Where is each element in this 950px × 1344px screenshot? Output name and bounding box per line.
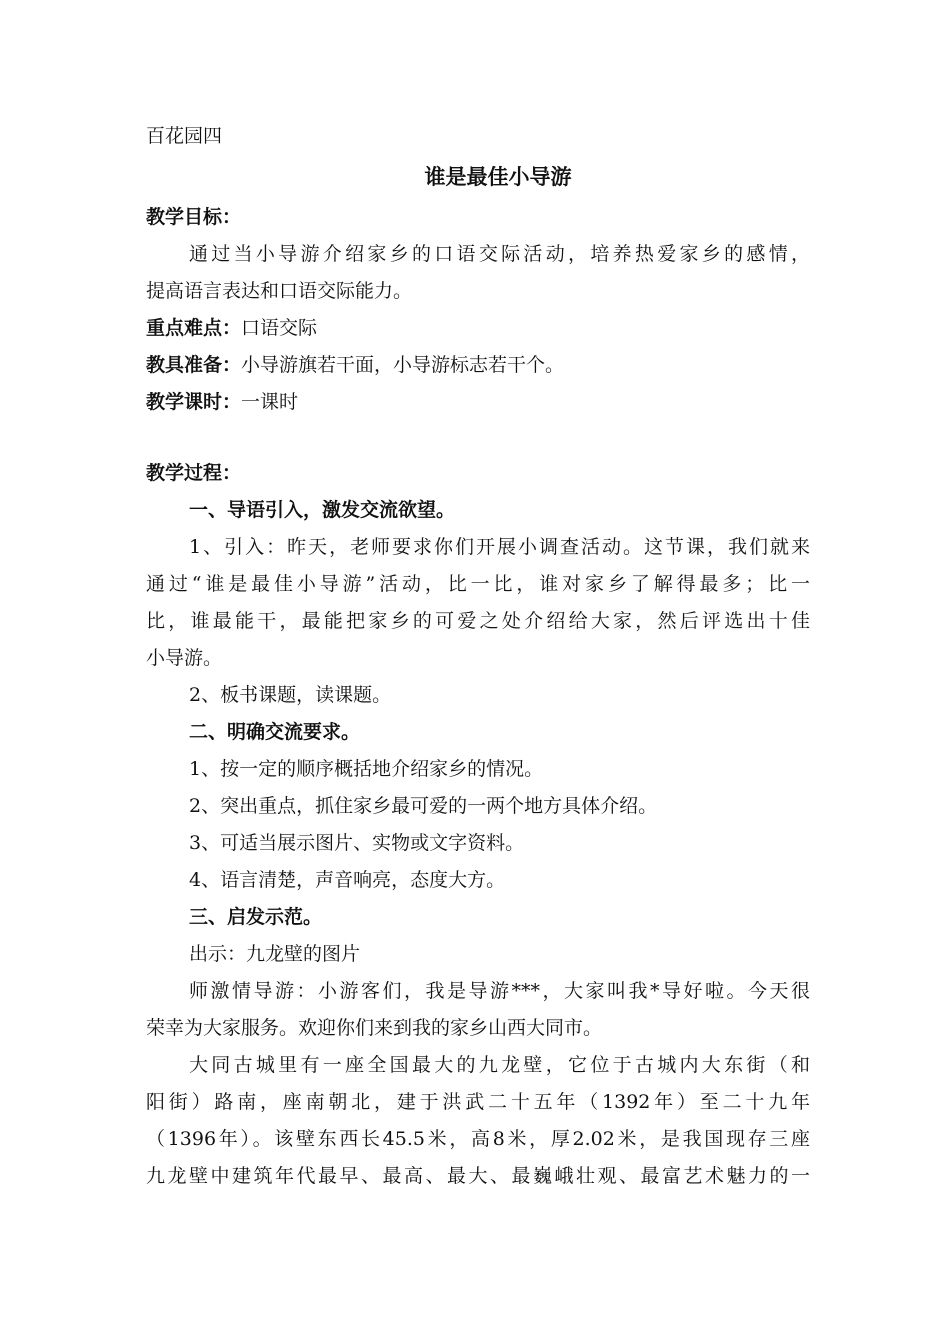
section-2-item: 4、语言清楚，声音响亮，态度大方。 xyxy=(189,869,506,891)
hours-label: 教学课时： xyxy=(146,391,242,413)
section-2-item: 3、可适当展示图片、实物或文字资料。 xyxy=(189,832,525,854)
key-points-label: 重点难点： xyxy=(146,317,242,339)
section-3-paragraph-2 xyxy=(146,1047,810,1195)
section-1-paragraph xyxy=(146,529,810,677)
section-2-item: 1、按一定的顺序概括地介绍家乡的情况。 xyxy=(189,758,544,780)
section-1-title: 一、导语引入，激发交流欲望。 xyxy=(189,499,456,521)
section-label: 百花园四 xyxy=(146,125,223,147)
section-3-title: 三、启发示范。 xyxy=(189,906,323,928)
paragraph-line: 小导游。 xyxy=(146,647,223,669)
page-title: 谁是最佳小导游 xyxy=(424,164,572,189)
paragraph-line: 大同古城里有一座全国最大的九龙壁，它位于古城内大东街（和 xyxy=(189,1054,810,1076)
section-2-item: 2、突出重点，抓住家乡最可爱的一两个地方具体介绍。 xyxy=(189,795,658,817)
goals-line: 通过当小导游介绍家乡的口语交际活动，培养热爱家乡的感情， xyxy=(189,243,810,265)
goals-label: 教学目标： xyxy=(146,206,242,228)
materials-value: 小导游旗若干面，小导游标志若干个。 xyxy=(241,354,565,376)
section-3-show: 出示：九龙壁的图片 xyxy=(189,943,361,965)
paragraph-line: 1、引入：昨天，老师要求你们开展小调查活动。这节课，我们就来 xyxy=(189,536,810,558)
section-2-title: 二、明确交流要求。 xyxy=(189,721,361,743)
paragraph-line: 师激情导游：小游客们，我是导游***，大家叫我*导好啦。今天很 xyxy=(189,980,810,1002)
section-3-paragraph-1 xyxy=(146,973,810,1047)
paragraph-line: 荣幸为大家服务。欢迎你们来到我的家乡山西大同市。 xyxy=(146,1017,603,1039)
goals-line: 提高语言表达和口语交际能力。 xyxy=(146,280,413,302)
spacer xyxy=(146,421,810,455)
materials-row xyxy=(146,347,810,384)
process-label: 教学过程： xyxy=(146,462,242,484)
paragraph-line: （1396年）。该壁东西长45.5米，高8米，厚2.02米，是我国现存三座 xyxy=(146,1128,810,1150)
goals-paragraph xyxy=(146,236,810,310)
materials-label: 教具准备： xyxy=(146,354,242,376)
paragraph-line: 阳街）路南，座南朝北，建于洪武二十五年（1392年）至二十九年 xyxy=(146,1091,810,1113)
paragraph-line: 比，谁最能干，最能把家乡的可爱之处介绍给大家，然后评选出十佳 xyxy=(146,610,810,632)
key-points-row xyxy=(146,310,810,347)
paragraph-line: 通过“谁是最佳小导游”活动，比一比，谁对家乡了解得最多；比一 xyxy=(146,573,810,595)
document-body xyxy=(146,118,810,1195)
hours-row xyxy=(146,384,810,421)
section-1-item: 2、板书课题，读课题。 xyxy=(189,684,392,706)
paragraph-line: 九龙壁中建筑年代最早、最高、最大、最巍峨壮观、最富艺术魅力的一 xyxy=(146,1165,810,1187)
key-points-value: 口语交际 xyxy=(241,317,318,339)
hours-value: 一课时 xyxy=(241,391,299,413)
